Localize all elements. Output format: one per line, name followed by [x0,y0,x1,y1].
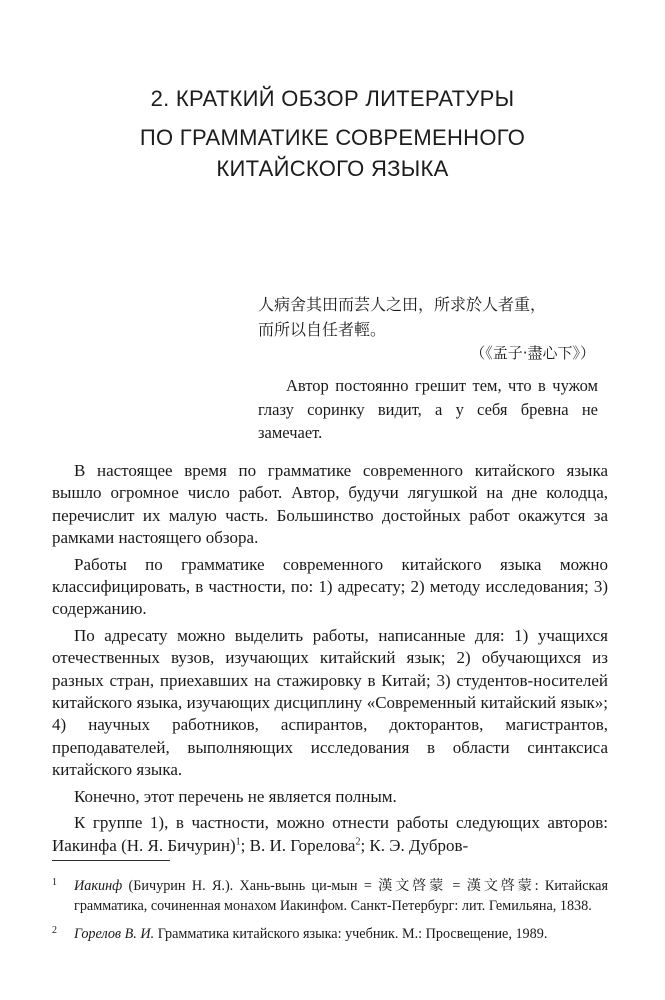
footnote-ref-1[interactable]: 1 [235,835,241,847]
footnote-ref-2[interactable]: 2 [355,835,361,847]
footnote-body: Грамматика китайского языка: учебник. М.: Просвещение, 1989. [154,926,548,942]
paragraph-5-text-a: К группе 1), в частности, можно отнести работы следующих авторов: Иакинфа (Н. Я. Бичурин) [52,813,608,855]
paragraph-3: По адресату можно выделить работы, написанные для: 1) учащихся отечественных вузов, изучающих китайский язык; 2) обучающихся из разных стран, приехавших на стажировку в Китай; 3) студентов-носителей китайского языка, изучающих дисциплину «Современный китайский язык»; 4) научных работников, аспирантов, докторантов, магистрантов, преподавателей, выполняющих исследования в области синтаксиса китайского языка. [52,625,608,780]
footnote-text [74,924,608,944]
epigraph-source: （《孟子·盡心下》） [470,344,595,362]
section-title-line-3: КИТАЙСКОГО ЯЗЫКА [216,156,449,181]
epigraph-translation: Автор постоянно грешит тем, что в чужом глазу соринку видит, а у себя бревна не замечает. [258,376,598,442]
footnote-number: 1 [52,877,57,888]
footnote-divider [52,860,170,861]
section-title-line-2: ПО ГРАММАТИКЕ СОВРЕМЕННОГО [139,125,526,150]
paragraph-1: В настоящее время по грамматике современного китайского языка вышло огромное число работ. Автор, будучи лягушкой на дне колодца, перечислит их малую часть. Большинство достойных работ окажутся за рамками настоящего обзора. [52,461,608,548]
paragraph-4: Конечно, этот перечень не является полным. [74,786,397,806]
footnote [52,924,608,944]
footnote [52,876,608,916]
footnote-author: Горелов В. И. [74,926,155,942]
epigraph-chinese-line-1: 人病舍其田而芸人之田，所求於人者重， [258,295,547,314]
paragraph-5 [52,812,608,857]
body-text [52,460,608,861]
epigraph-chinese-line-2: 而所以自任者輕。 [258,320,387,339]
footnotes [52,876,608,952]
section-title-line-1: 2. КРАТКИЙ ОБЗОР ЛИТЕРАТУРЫ [150,86,515,111]
footnote-author: Иакинф [74,878,123,894]
paragraph-5-text-c: ; К. Э. Дубров- [360,835,469,855]
paragraph-5-text-b: ; В. И. Горелова [240,835,356,855]
footnote-body: (Бичурин Н. Я.). Хань-вынь ци-мын = 漢文啓蒙 = 漢文啓蒙: Китайская грамматика, сочиненная монахом Иакинфом. Санкт-Петербург: лит. Гемильяна, 1838. [74,878,608,914]
footnote-number: 2 [52,925,57,936]
paragraph-2: Работы по грамматике современного китайского языка можно классифицировать, в частности, по: 1) адресату; 2) методу исследования; 3) содержанию. [52,554,608,619]
footnote-text [74,876,608,916]
